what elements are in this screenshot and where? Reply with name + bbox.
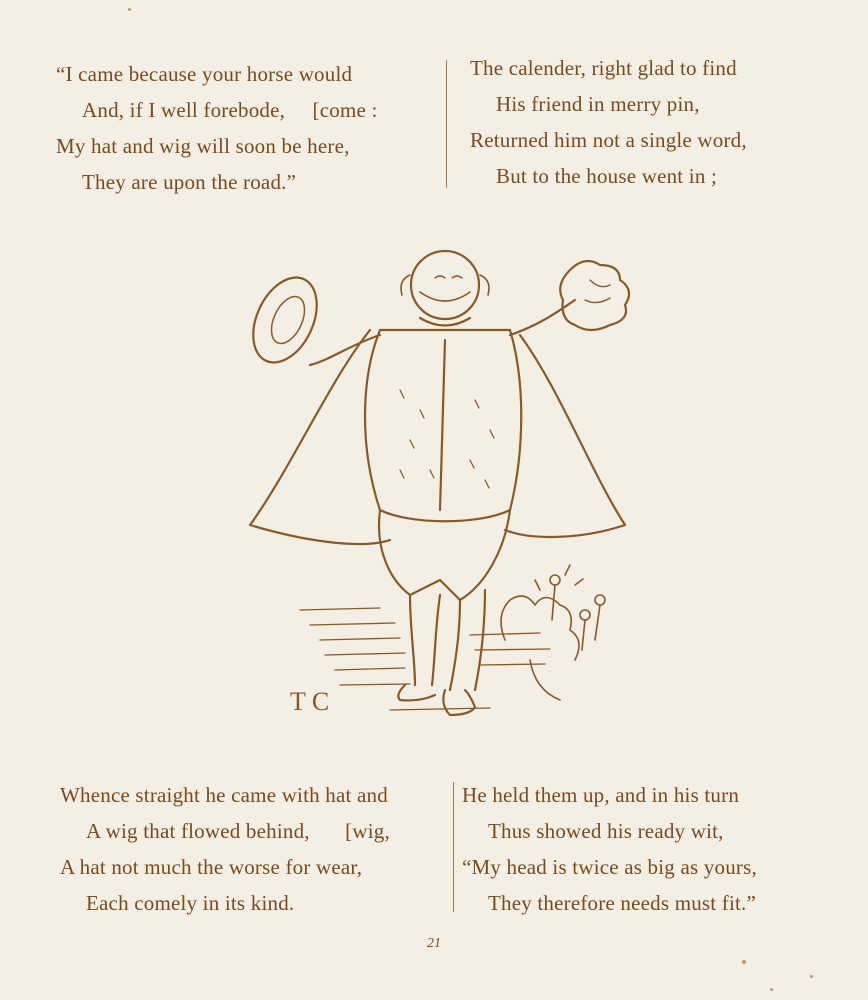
monogram: T C (290, 687, 330, 716)
coat (250, 330, 625, 544)
paper-speck (128, 8, 131, 11)
verse-line: They are upon the road.” (82, 170, 297, 194)
head (411, 251, 479, 319)
left-arm (310, 335, 380, 365)
hat-icon (241, 267, 330, 372)
page-number: 21 (427, 936, 441, 951)
verse-line: My hat and wig will soon be here, (56, 134, 350, 158)
stanza-top-left (56, 56, 441, 200)
verse-line: He held them up, and in his turn (462, 783, 740, 807)
stanza-bottom-right (462, 777, 862, 921)
wig-icon (560, 261, 629, 330)
column-divider-top (446, 60, 447, 188)
paper-speck (742, 960, 746, 964)
verse-line-text: A wig that flowed behind, (86, 819, 310, 843)
ground-lines (300, 608, 550, 710)
verse-line (56, 92, 441, 128)
paper-speck (770, 988, 773, 991)
verse-line: Each comely in its kind. (86, 891, 295, 915)
verse-line: Thus showed his ready wit, (488, 819, 724, 843)
illustration (240, 240, 660, 740)
breeches (379, 510, 510, 600)
column-divider-bottom (453, 782, 454, 912)
verse-line (60, 813, 445, 849)
bushes (501, 565, 605, 700)
verse-line: A hat not much the worse for wear, (60, 855, 363, 879)
stanza-top-right (470, 50, 860, 194)
verse-line: They therefore needs must fit.” (488, 891, 757, 915)
shoes (398, 685, 475, 715)
verse-line: His friend in merry pin, (496, 92, 700, 116)
verse-line: Returned him not a single word, (470, 128, 747, 152)
verse-line: Whence straight he came with hat and (60, 783, 388, 807)
verse-overflow: [wig, (345, 819, 390, 843)
stanza-bottom-left (60, 777, 445, 921)
verse-line: “I came because your horse would (56, 62, 353, 86)
verse-line: The calender, right glad to find (470, 56, 737, 80)
verse-line: “My head is twice as big as yours, (462, 855, 757, 879)
verse-overflow: [come : (312, 98, 378, 122)
paper-speck (810, 975, 813, 978)
verse-line: But to the house went in ; (496, 164, 718, 188)
verse-line-text: And, if I well forebode, (82, 98, 286, 122)
legs (410, 590, 485, 690)
